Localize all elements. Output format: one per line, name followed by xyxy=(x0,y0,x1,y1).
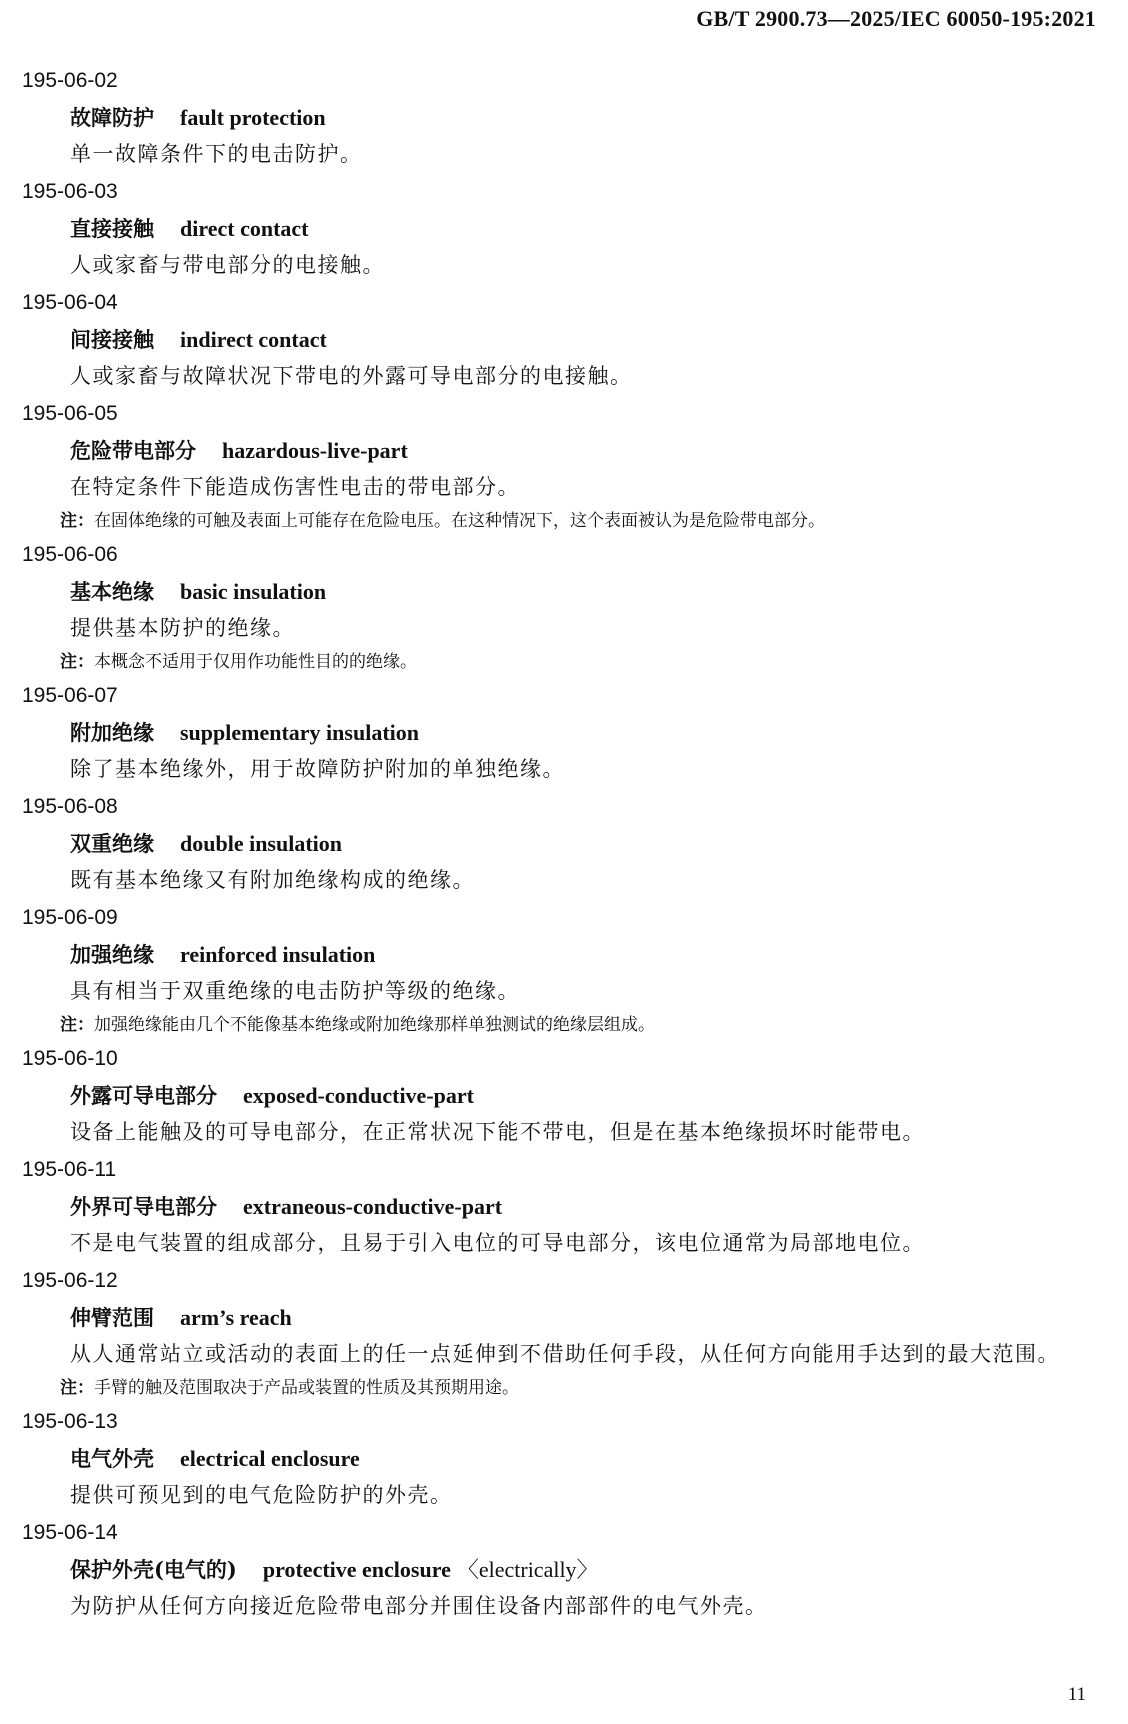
entry-number: 195-06-08 xyxy=(22,795,118,818)
entry-definition: 设备上能触及的可导电部分，在正常状况下能不带电，但是在基本绝缘损坏时能带电。 xyxy=(70,1120,925,1144)
entry-definition: 提供基本防护的绝缘。 xyxy=(70,616,295,640)
term-english: exposed-conductive-part xyxy=(243,1083,474,1108)
term-english: arm’s reach xyxy=(180,1305,292,1330)
note-text: 本概念不适用于仅用作功能性目的的绝缘。 xyxy=(94,652,417,672)
note-text: 在固体绝缘的可触及表面上可能存在危险电压。在这种情况下，这个表面被认为是危险带电部分。 xyxy=(94,511,825,531)
entry-term xyxy=(22,825,1112,862)
entry-definition: 从人通常站立或活动的表面上的任一点延伸到不借助任何手段，从任何方向能用手达到的最大范围。 xyxy=(70,1342,1060,1366)
entry-term xyxy=(22,432,1112,469)
entry-term xyxy=(22,573,1112,610)
term-chinese: 电气外壳 xyxy=(70,1446,154,1471)
note-text: 手臂的触及范围取决于产品或装置的性质及其预期用途。 xyxy=(94,1378,519,1398)
term-english: indirect contact xyxy=(180,327,327,352)
entry-number: 195-06-06 xyxy=(22,543,118,566)
term-chinese: 危险带电部分 xyxy=(70,438,196,463)
entry-number: 195-06-07 xyxy=(22,684,118,707)
term-english: basic insulation xyxy=(180,579,327,604)
entry-number: 195-06-14 xyxy=(22,1521,118,1544)
term-chinese: 双重绝缘 xyxy=(70,831,154,856)
entry-number: 195-06-02 xyxy=(22,69,118,92)
term-chinese: 加强绝缘 xyxy=(70,942,154,967)
term-english: supplementary insulation xyxy=(180,720,419,745)
entry-number: 195-06-03 xyxy=(22,180,118,203)
note-label: 注： xyxy=(60,1378,94,1398)
term-english: reinforced insulation xyxy=(180,942,376,967)
entry-number: 195-06-09 xyxy=(22,906,118,929)
entry-note xyxy=(22,1010,1112,1040)
entry-number: 195-06-12 xyxy=(22,1269,118,1292)
entry-term xyxy=(22,936,1112,973)
term-english: protective enclosure xyxy=(262,1557,451,1582)
entry-definition: 单一故障条件下的电击防护。 xyxy=(70,142,363,166)
entry-definition: 既有基本绝缘又有附加绝缘构成的绝缘。 xyxy=(70,868,475,892)
note-text: 加强绝缘能由几个不能像基本绝缘或附加绝缘那样单独测试的绝缘层组成。 xyxy=(94,1015,655,1035)
entry-definition: 在特定条件下能造成伤害性电击的带电部分。 xyxy=(70,475,520,499)
entry-term xyxy=(22,1551,1112,1588)
entry-term xyxy=(22,1440,1112,1477)
term-chinese: 间接接触 xyxy=(70,327,154,352)
entry-definition: 人或家畜与故障状况下带电的外露可导电部分的电接触。 xyxy=(70,364,633,388)
note-label: 注： xyxy=(60,1015,94,1035)
term-chinese: 外露可导电部分 xyxy=(70,1083,217,1108)
term-chinese: 保护外壳(电气的) xyxy=(70,1557,237,1582)
term-english: fault protection xyxy=(180,105,326,130)
entry-number: 195-06-05 xyxy=(22,402,118,425)
term-chinese: 伸臂范围 xyxy=(70,1305,154,1330)
entry-note xyxy=(22,647,1112,677)
page-number: 11 xyxy=(1067,1684,1086,1705)
terms-list xyxy=(22,62,1112,1625)
term-english: hazardous-live-part xyxy=(222,438,408,463)
entry-definition: 除了基本绝缘外，用于故障防护附加的单独绝缘。 xyxy=(70,757,565,781)
entry-term xyxy=(22,1299,1112,1336)
entry-note xyxy=(22,1373,1112,1403)
term-chinese: 故障防护 xyxy=(70,105,154,130)
term-chinese: 外界可导电部分 xyxy=(70,1194,217,1219)
entry-definition: 提供可预见到的电气危险防护的外壳。 xyxy=(70,1483,453,1507)
entry-number: 195-06-11 xyxy=(22,1158,117,1181)
entry-term xyxy=(22,99,1112,136)
entry-definition: 具有相当于双重绝缘的电击防护等级的绝缘。 xyxy=(70,979,520,1003)
entry-number: 195-06-04 xyxy=(22,291,118,314)
term-chinese: 附加绝缘 xyxy=(70,720,154,745)
entry-number: 195-06-13 xyxy=(22,1410,118,1433)
term-english: double insulation xyxy=(180,831,343,856)
term-english: electrical enclosure xyxy=(180,1446,360,1471)
note-label: 注： xyxy=(60,652,94,672)
term-chinese: 直接接触 xyxy=(70,216,154,241)
term-english: direct contact xyxy=(180,216,309,241)
term-english: extraneous-conductive-part xyxy=(243,1194,503,1219)
term-chinese: 基本绝缘 xyxy=(70,579,154,604)
entry-term xyxy=(22,1188,1112,1225)
entry-definition: 不是电气装置的组成部分，且易于引入电位的可导电部分，该电位通常为局部地电位。 xyxy=(70,1231,925,1255)
note-label: 注： xyxy=(60,511,94,531)
entry-term xyxy=(22,1077,1112,1114)
entry-term xyxy=(22,210,1112,247)
term-qualifier: 〈electrically〉 xyxy=(456,1557,599,1582)
entry-number: 195-06-10 xyxy=(22,1047,118,1070)
standard-header: GB/T 2900.73—2025/IEC 60050-195:2021 xyxy=(696,6,1096,31)
entry-note xyxy=(22,506,1112,536)
entry-term xyxy=(22,321,1112,358)
entry-term xyxy=(22,714,1112,751)
entry-definition: 人或家畜与带电部分的电接触。 xyxy=(70,253,385,277)
entry-definition: 为防护从任何方向接近危险带电部分并围住设备内部部件的电气外壳。 xyxy=(70,1594,768,1618)
